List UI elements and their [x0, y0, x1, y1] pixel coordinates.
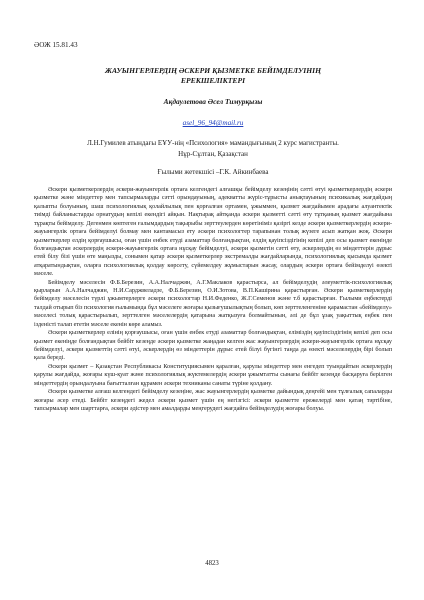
title-line-1: ЖАУЫНГЕРЛЕРДІҢ ӘСКЕРИ ҚЫЗМЕТКЕ БЕЙІМДЕЛУІНІҢ — [104, 66, 322, 75]
article-body — [34, 186, 392, 413]
author-name: Ақдаулетова Әсел Тимурқызы — [163, 97, 263, 106]
article-title — [34, 66, 392, 86]
body-paragraph: Әскери қызмет – Қазақстан Республикасы Конституциясымен қаралған, қарулы мiндеттер мен енгедеп туындайтын әскерлердің қарулы жағдайда, жоғары күш-қуат және психологиялық жүктемелердің әскери ұжымтатты сынағы бейбіт кезеңде басқаруға берілген міндеттердің орындалуына бағытталған құрамен әскери техниканы санаты түріне қолдану. — [34, 363, 392, 387]
affiliation-line-1: Л.Н.Гумилев атындағы ЕҰУ-нің «Психология» мамандығының 2 курс магистранты. — [87, 139, 339, 147]
body-paragraph: Бейімделу мәселесін Ф.Б.Березин, А.А.Налчаджян, А.Г.Маклаков қарастырса, ал бейімделудің әлеуметтік-психологиялық қырларын А.А.Налчаджян, Н.И.Сарджвеладзе, Ф.Б.Березин, О.И.Зотова, В.П.Кашірина қарастырған. Әскери қызметкерлердің бейімделу мәселесін түрлі ұжымтерлерге әскери психологтар Н.И.Феденко, Ж.Г.Семенов және т.б қарастырған. Ғылыми еңбектерді талдай отырып біз психология ғылымында бұл мәселеге жоғары қызығушылықтың болып, көп зерттеленгеніне қарамастан «бейімделу» мәселесі толық қарастырылып, зерттелген мәселелердің қатарына жатқызуға болмайтынын, әлі де бұл ұзақ уақыттық еңбек пен ізденісті талап ететін мәселе екенін көре аламыз. — [34, 279, 392, 328]
author-email-link[interactable]: asel_96_94@mail.ru — [182, 119, 244, 127]
body-paragraph: Әскери қызметкерлердің әскери-жауынгерлік ортаға келгендегі алғашқы бейімделу кезеңінің сәтті өтуі қызметкерлердің әскери қызметке және міндеттер мен тапсырмаларды сәтті орындауының, адекватты жүріс-тұрысты анықтауының психикалық жағдайдың қалыпты болуының, шаш психологиялық қолайлылық пен қорғалған ортамен, ұжыммен, қызмет жағдайымен арадағы алуантектік тиімді байланыстарды орнатудың кепілі екендігі айқын. Нақтырақ айтқанда әскери қызметті сәтті өту тұтқаның қызмет жағдайына тұрақты бейімделу. Дегенмен көптеген ғалымдардың тақырыбы зерттеулерден көретініміз қазіргі кезде әскери қызметкерлердің әскери-жауынгерлік ортаға бейімделуі болмау мен кантамасыз ету әскери психологтер тарапынан толық жүзеге асып жатқан жоқ. Әскери қызметкерлер елдің қорғаушысы, оған үшін енбек етуді азаматтар болғандықтан, елдің қауіпсіздігінің кепілі деп осы қызмет екеніңде болғандықтан әскерлердің әскери-жауынгерлік ортаға нұсқау бейімделуі, әскери қызметін сәтті өту, әскерлердің өз міндеттерін дұрыс етей білу бізі үшін өте маңызды, сонымен қатар әскери қызметкерлер экстремалды жағдайларында, психологиялық қысымда қызмет атқаратындықтан, оларға психологиялық қолдау көрсету, сүйемелдеу жұмыстарын жасау, олардың әскери ортаға бейімделуі өзекті мәселе. — [34, 187, 392, 278]
affiliation-line-2: Нұр-Сұлтан, Қазақстан — [178, 149, 248, 158]
title-line-2: ЕРЕКШЕЛІКТЕРІ — [180, 76, 246, 85]
body-paragraph: Әскери қызметке алғаш келгендегі бейімделу кезеңіне, жас жауынгерлердің қызметке дайындық деңгейі мен тұлғалық сапаларды жоғары әсер етеді. Бейбіт кезеңдегі жедел әскери қызмет үшін ең негізгісі: әскери қызметте ережелерді мен қатаң тәртібіне, тапсырмалар мен шарттарға, әскери әдістер мен амалдарды меңгерудегі жағдайға бейімделудің жоғары болуы. — [34, 389, 392, 412]
affiliation — [34, 138, 392, 159]
udk-code: ӘОЖ 15.81.43 — [34, 41, 78, 49]
body-paragraph: Әскери қызметкерлер елінің қорғаушысы, оған үшін енбек етуді азаматтар болғандықтан, еліміздің қауіпсіздігінің кепілі деп осы қызмет екеніңде болғандықтан бейбіт кезеңде әскери қызметке жаңадан келген жас жауынгерлердің әскери-жауынгерлік ортаға нұсқау бейімделуі, әскери қызметтің сәтті өтуі, әскерлердің өз міндеттерін дұрыс етей білуі бүгінгі таңда да өзекті мәселелердің бірі болып қала береді. — [34, 330, 392, 362]
page-number: 4823 — [205, 560, 219, 567]
scientific-advisor: Ғылыми жетекшісі –Г.К. Айкинбаева — [157, 168, 269, 176]
